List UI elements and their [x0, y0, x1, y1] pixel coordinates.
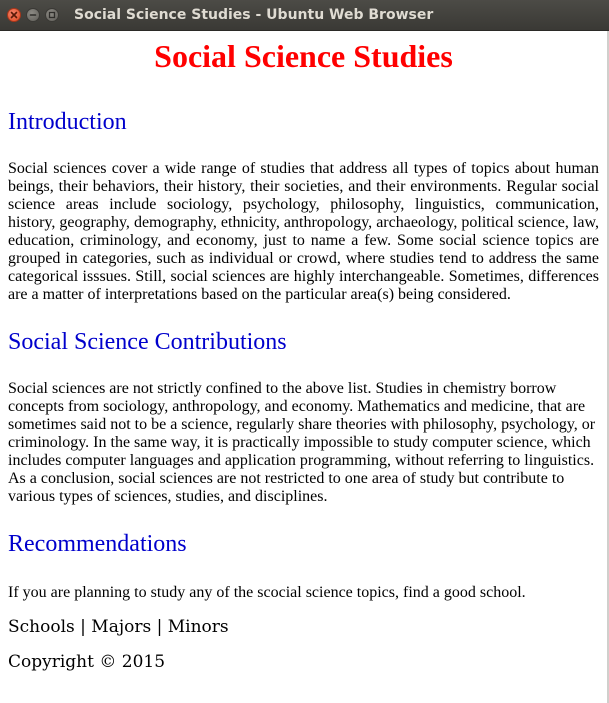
link-separator: |	[151, 617, 168, 637]
footer-links	[8, 617, 599, 637]
link-separator: |	[74, 617, 92, 637]
page-viewport[interactable]	[0, 31, 609, 703]
section-title-recommendations: Recommendations	[8, 531, 187, 557]
link-minors[interactable]: Minors	[167, 617, 229, 637]
copyright-text: Copyright © 2015	[8, 652, 166, 672]
maximize-icon	[48, 11, 56, 19]
title-bar[interactable]	[0, 0, 609, 31]
section-title-contributions: Social Science Contributions	[8, 329, 287, 355]
window-controls	[7, 8, 59, 22]
section-title-introduction: Introduction	[8, 109, 127, 135]
page-title: Social Science Studies	[154, 38, 453, 74]
minimize-icon	[29, 11, 37, 19]
close-icon	[10, 11, 18, 19]
minimize-button[interactable]	[26, 8, 40, 22]
maximize-button[interactable]	[45, 8, 59, 22]
link-schools[interactable]: Schools	[8, 617, 75, 637]
section-body-contributions: Social sciences are not strictly confined to the above list. Studies in chemistry borrow concepts from sociology, anthropology, and economy. Mathematics and medicine, that are sometimes said not to be a science, regularly share theories with philosophy, psychology, or criminology. In the same way, it is practically impossible to study computer science, which includes computer languages and application programming, without referring to linguistics. As a conclusion, social sciences are not restricted to one area of study but contribute to various types of sciences, studies, and disciplines.	[8, 380, 596, 505]
window-title: Social Science Studies - Ubuntu Web Browser	[74, 7, 434, 23]
link-majors[interactable]: Majors	[91, 617, 152, 637]
section-body-introduction: Social sciences cover a wide range of studies that address all types of topics about human beings, their behaviors, their history, their societies, and their environments. Regular social science areas include sociology, psychology, philosophy, linguistics, communication, history, geography, demography, ethnicity, anthropology, archaeology, political science, law, education, criminology, and economy, just to name a few. Some social science topics are grouped in categories, such as individual or crowd, where studies tend to address the same categorical isssues. Still, social sciences are highly interchangeable. Sometimes, differences are a matter of interpretations based on the particular area(s) being considered.	[8, 160, 599, 303]
close-button[interactable]	[7, 8, 21, 22]
page-content	[0, 37, 607, 672]
section-body-recommendations: If you are planning to study any of the scocial science topics, find a good school.	[8, 584, 526, 601]
